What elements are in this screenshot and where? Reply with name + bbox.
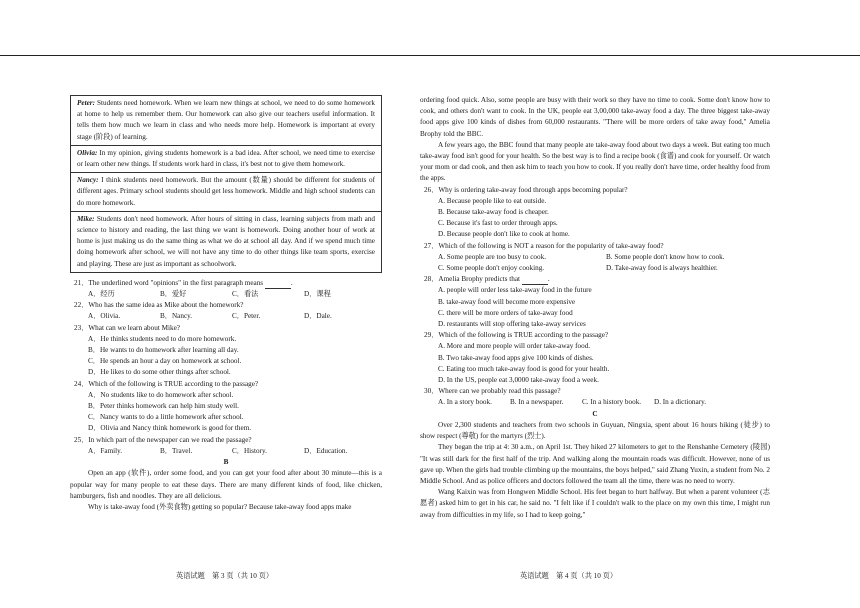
opinion-text: I think students need homework. But the amount (数量) should be different for students of different ages. Primary school students should get less homework. Middle and high school students can do more homework. (77, 176, 375, 207)
question-25: 25．In which part of the newspaper can we read the passage? (74, 435, 252, 444)
option: D. restaurants will stop offering take-away services (438, 320, 586, 329)
question-27: 27．Which of the following is NOT a reason for the popularity of take-away food? (424, 241, 664, 250)
passage-paragraph: Why is take-away food (外卖食物) getting so popular? Because take-away food apps make (88, 502, 352, 511)
opinion-name: Mike: (77, 214, 95, 223)
option: C. there will be more orders of take-away food (438, 308, 573, 317)
option: A．经历 (88, 290, 115, 299)
passage-paragraph: Wang Kaixin was from Hongwen Middle School. His feet began to hurt halfway. But when a parent volunteer (志愿者) asked him to get in his car, he said no. "I felt like if I couldn't walk to the place on my own this time, I might run away from difficulties in my life, so I had to keep going," (420, 488, 770, 519)
passage-paragraph: ordering food quick. Also, some people are busy with their work so they have no time to cook. Some don't know how to cook, and others don't want to cook. In the UK, people eat 3,00,000 take-away food a day. The three biggest take-away food apps give 100 kinds of dishes from 60,000 restaurants. "There will be more orders of take away food," Amelia Brophy told the BBC. (420, 96, 770, 138)
opinion-text: In my opinion, giving students homework is a bad idea. After school, we need time to exercise or learn other new things. If students work hard in class, it's best not to give them homework. (77, 148, 375, 169)
option: C．He spends an hour a day on homework at school. (88, 357, 242, 366)
passage-paragraph: Over 2,300 students and teachers from two schools in Guyuan, Ningxia, spent about 16 hours hiking (徒步) to show respect (尊敬) for the martyrs (烈士). (420, 420, 770, 441)
opinion-name: Olivia: (77, 148, 98, 157)
opinion-nancy (71, 173, 381, 212)
opinion-box (70, 95, 382, 273)
option: A．Olivia. (88, 312, 121, 321)
option: B. Because take-away food is cheaper. (438, 208, 549, 217)
option: D．课程 (304, 290, 331, 299)
opinion-text: Students need homework. When we learn new things at school, we need to do some homework at home to help us remember them. Our homework can also give our teachers useful information. It tells them how much we learn in class and who needs more help. Homework is important at every stage (阶段) of learning. (77, 99, 375, 141)
opinion-text: Students don't need homework. After hours of sitting in class, learning subjects from math and science to history and reading, the last thing we want is homework. Doing another hour of work at home is just making us do the same thing as what we do at school all day. And if we spend much time doing homework after school, we will not have any time to do other things like team sports, exercise and playing. These are just as important as schoolwork. (77, 214, 375, 268)
option: C．Peter. (232, 312, 261, 321)
question-stem-end: . (290, 278, 293, 287)
option: C. In a history book. (582, 398, 642, 407)
option: B．Nancy. (160, 312, 193, 321)
right-column (420, 95, 770, 521)
option: B. In a newspaper. (510, 398, 564, 407)
options-22 (88, 311, 382, 322)
options-25 (88, 446, 382, 457)
question-21 (74, 278, 382, 289)
option: C．看法 (232, 290, 259, 299)
question-28 (424, 274, 770, 285)
page-footer-right: 英语试题 第 4 页（共 10 页） (520, 572, 618, 580)
question-22: 22．Who has the same idea as Mike about the homework? (74, 301, 244, 310)
option: B．He wants to do homework after learning all day. (88, 346, 239, 355)
question-29: 29．Which of the following is TRUE according to the passage? (424, 331, 609, 340)
answer-blank (265, 280, 291, 289)
option: B．爱好 (160, 290, 187, 299)
question-stem: 21．The underlined word "opinions" in the first paragraph means (74, 278, 264, 287)
option: B．Travel. (160, 446, 193, 455)
opinion-name: Nancy: (77, 176, 99, 185)
option: A．No students like to do homework after school. (88, 390, 234, 399)
option: A. More and more people will order take-away food. (438, 342, 591, 351)
option: A. people will order less take-away food in the future (438, 286, 592, 295)
passage-paragraph: Open an app (软件), order some food, and you can get your food after about 30 minute—this is a popular way for many people to eat these days. There are many different kinds of food, like chicken, hamburgers, fish and noodles. They are all delicious. (70, 469, 382, 500)
top-rule (0, 55, 860, 56)
option: A. In a story book. (438, 398, 492, 407)
page-footer-left: 英语试题 第 3 页（共 10 页） (176, 572, 274, 580)
option: D. Take-away food is always healthier. (606, 264, 718, 273)
option: A. Because people like to eat outside. (438, 196, 547, 205)
question-30: 30．Where can we probably read this passage? (424, 387, 561, 396)
option: A．He thinks students need to do more homework. (88, 334, 237, 343)
opinion-olivia (71, 146, 381, 173)
left-column (70, 95, 382, 513)
option: D．Dale. (304, 312, 332, 321)
option: B. take-away food will become more expensive (438, 297, 576, 306)
option: D. In a dictionary. (654, 398, 707, 407)
question-stem: 28．Amelia Brophy predicts that (424, 275, 521, 284)
option: C. Because it's fast to order through apps. (438, 219, 558, 228)
opinion-mike (71, 212, 381, 272)
option: A．Family. (88, 446, 123, 455)
passage-paragraph: They began the trip at 4: 30 a.m., on April 1st. They hiked 27 kilometers to get to the Renshanhe Cemetery (陵园) "It was still dark for the first half of the trip. And walking along the mountain roads was difficult. However, none of us gave up. When the girls had trouble climbing up the mountains, the boys helped," said Zhang Yuxin, a student from No. 2 Middle School. And as police officers and doctors followed the team all the time, there was no need to worry. (420, 443, 770, 485)
opinion-peter (71, 96, 381, 146)
option: D．Olivia and Nancy think homework is good for them. (88, 424, 252, 433)
option: A. Some people are too busy to cook. (438, 252, 546, 261)
option: C．Nancy wants to do a little homework after school. (88, 413, 244, 422)
option: D. In the US, people eat 3,0000 take-away food a week. (438, 376, 599, 385)
option: D. Because people don't like to cook at home. (438, 230, 570, 239)
question-stem-end: . (547, 275, 550, 284)
question-24: 24．Which of the following is TRUE according to the passage? (74, 379, 259, 388)
option: C. Eating too much take-away food is good for your health. (438, 364, 610, 373)
option: B. Two take-away food apps give 100 kinds of dishes. (438, 353, 594, 362)
question-23: 23．What can we learn about Mike? (74, 323, 180, 332)
option: D．Education. (304, 446, 348, 455)
option: B. Some people don't know how to cook. (606, 252, 725, 261)
options-27-row2 (438, 263, 770, 274)
section-heading-c: C (592, 409, 598, 418)
option: D．He likes to do some other things after school. (88, 368, 231, 377)
options-27-row1 (438, 252, 770, 263)
option: C. Some people don't enjoy cooking. (438, 264, 545, 273)
question-26: 26．Why is ordering take-away food through apps becoming popular? (424, 185, 628, 194)
options-30 (438, 397, 770, 408)
passage-paragraph: A few years ago, the BBC found that many people ate take-away food about two days a week. But eating too much take-away food isn't good for your health. So the best way is to find a recipe book (食谱) and cook for yourself. Or watch your mom or dad cook, and then ask him to teach you how to cook. If you really don't have time, order healthy food from the apps. (420, 140, 770, 183)
answer-blank (522, 276, 548, 285)
opinion-name: Peter: (77, 99, 95, 107)
section-heading-b: B (223, 458, 229, 467)
option: B．Peter thinks homework can help him study well. (88, 402, 239, 411)
option: C．History. (232, 446, 267, 455)
options-21 (88, 289, 382, 300)
